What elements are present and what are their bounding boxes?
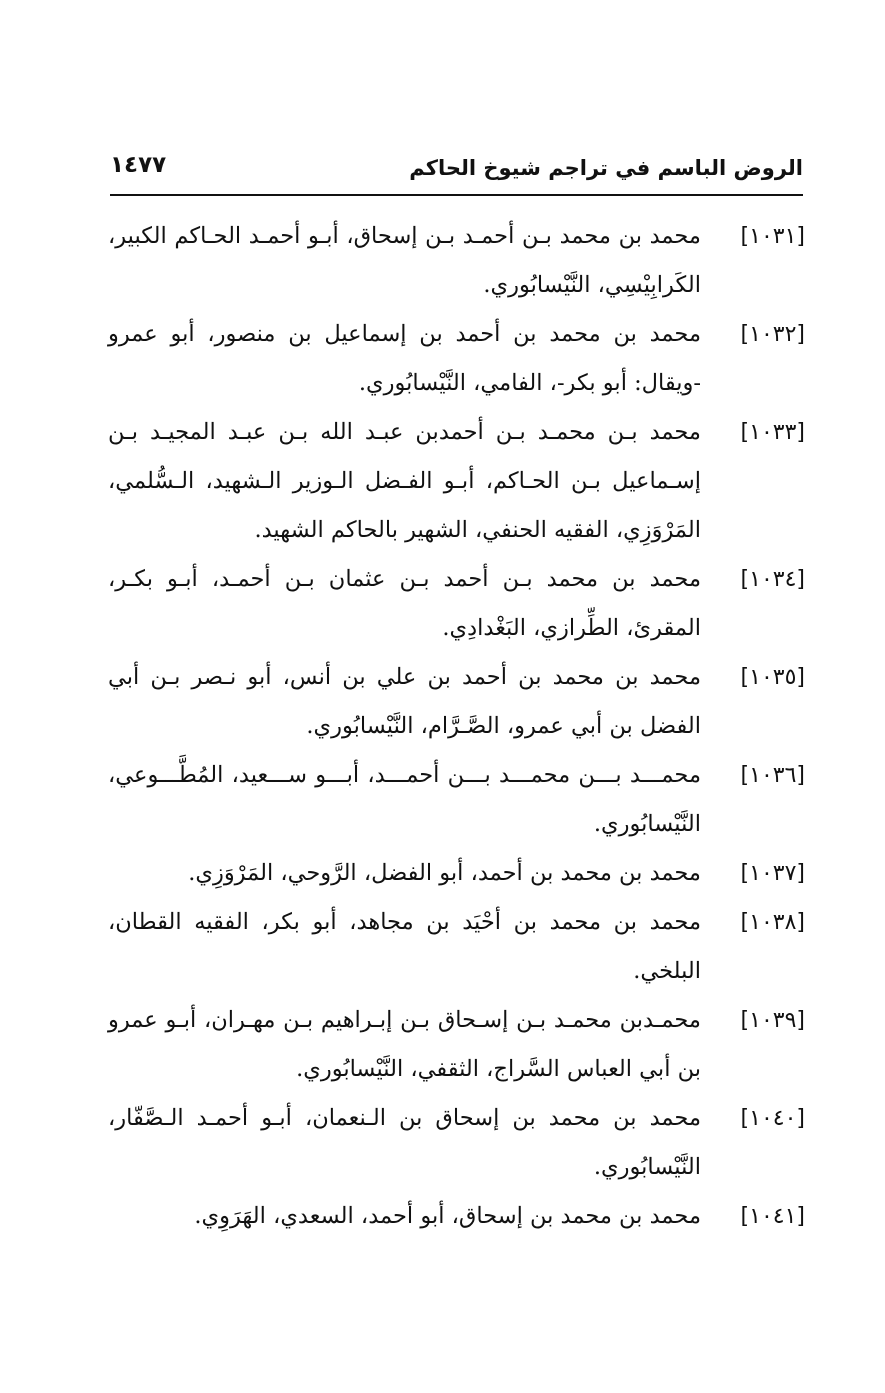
entry-1036 bbox=[108, 751, 805, 849]
entry-text: محمد بن محمد بن أحْيَد بن مجاهد، أبو بكر، الفقيه القطان، البلخي. bbox=[108, 909, 701, 984]
entry-number: [١٠٣١] bbox=[740, 224, 805, 249]
entry-1034 bbox=[108, 555, 805, 653]
page-number: ١٤٧٧ bbox=[110, 152, 167, 178]
entry-1037 bbox=[108, 849, 805, 898]
entry-text: محمد بن محمد بن أحمد، أبو الفضل، الرَّوحي، المَرْوَزِي. bbox=[188, 860, 701, 886]
entry-number: [١٠٤٠] bbox=[740, 1106, 805, 1131]
entry-1038 bbox=[108, 898, 805, 996]
entry-number: [١٠٣٦] bbox=[740, 763, 805, 788]
entry-text: محمد بن محمد بـن أحمد بـن عثمان بـن أحمـد، أبـو بكـر، المقرئ، الطِّرازي، البَغْدادِي. bbox=[108, 566, 701, 641]
entry-number: [١٠٣٤] bbox=[740, 567, 805, 592]
entry-number: [١٠٣٣] bbox=[740, 420, 805, 445]
header-rule bbox=[110, 194, 803, 196]
entry-number: [١٠٣٩] bbox=[740, 1008, 805, 1033]
entry-1040 bbox=[108, 1094, 805, 1192]
entry-text: محمد بـن محمـد بـن أحمدبن عبـد الله بـن عبـد المجيـد بـن إسـماعيل بـن الحـاكم، أبـو الفـضل الـوزير الـشهيد، الـسُّلمي، المَرْوَزِي، الفقيه الحنفي، الشهير بالحاكم الشهيد. bbox=[108, 419, 701, 543]
entry-1035 bbox=[108, 653, 805, 751]
entry-number: [١٠٣٥] bbox=[740, 665, 805, 690]
entry-1033 bbox=[108, 408, 805, 555]
running-title: الروض الباسم في تراجم شيوخ الحاكم bbox=[409, 156, 803, 180]
entry-number: [١٠٣٢] bbox=[740, 322, 805, 347]
entry-text: محمد بن محمد بن أحمد بن علي بن أنس، أبو نـصر بـن أبي الفضل بن أبي عمرو، الصَّـرَّام، النَّيْسابُوري. bbox=[108, 664, 701, 739]
entry-text: محمد بن محمد بن إسحاق بن الـنعمان، أبـو أحمـد الـصَّفّار، النَّيْسابُوري. bbox=[108, 1105, 701, 1180]
entry-text: محمد بن محمد بن أحمد بن إسماعيل بن منصور، أبو عمرو -ويقال: أبو بكر-، الفامي، النَّيْسابُوري. bbox=[108, 321, 701, 396]
entry-text: محمـدبن محمـد بـن إسـحاق بـن إبـراهيم بـن مهـران، أبـو عمرو بن أبي العباس السَّراج، الثقفي، النَّيْسابُوري. bbox=[108, 1007, 701, 1082]
entry-number: [١٠٤١] bbox=[740, 1204, 805, 1229]
entry-text: محمـــد بـــن محمـــد بـــن أحمـــد، أبـــو ســـعيد، المُطَّـــوعي، النَّيْسابُوري. bbox=[108, 762, 701, 837]
entry-1031 bbox=[108, 212, 805, 310]
entry-1032 bbox=[108, 310, 805, 408]
entry-text: محمد بن محمد بن إسحاق، أبو أحمد، السعدي، الهَرَوِي. bbox=[194, 1203, 701, 1229]
entry-1039 bbox=[108, 996, 805, 1094]
entry-number: [١٠٣٨] bbox=[740, 910, 805, 935]
entry-number: [١٠٣٧] bbox=[740, 861, 805, 886]
entries-list bbox=[108, 212, 805, 1241]
page-header bbox=[110, 150, 803, 190]
entry-1041 bbox=[108, 1192, 805, 1241]
entry-text: محمد بن محمد بـن أحمـد بـن إسحاق، أبـو أحمـد الحـاكم الكبير، الكَرابِيْسِي، النَّيْسابُوري. bbox=[108, 223, 701, 298]
